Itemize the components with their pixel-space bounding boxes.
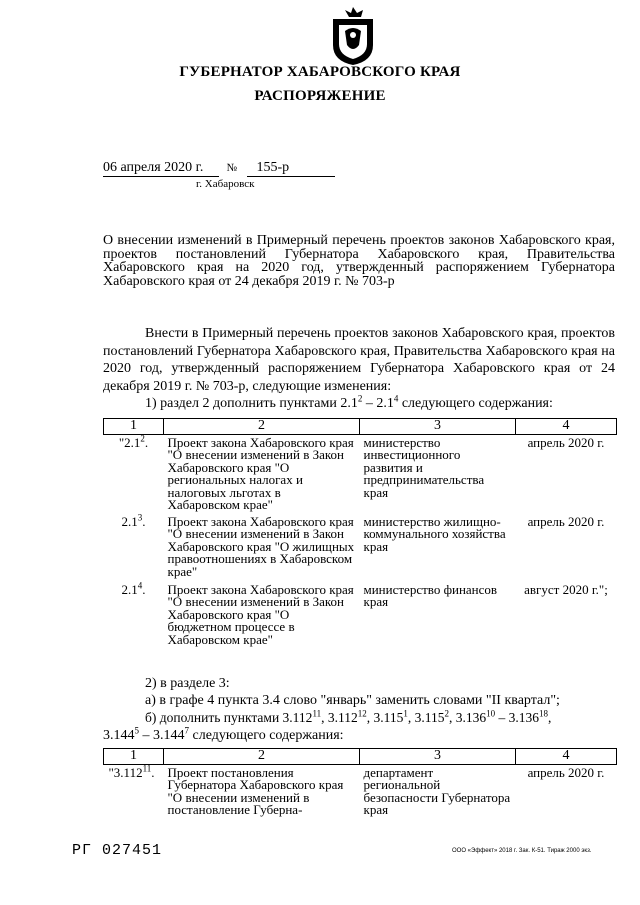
table-row: $2.1^3$. Проект закона Хабаровского края "О внесении изменений в Закон Хабаровского края "О жилищных правоотношениях в Хабаровском крае" министерство жилищно-коммунального хозяйства края апрель 2020 г.	[121, 512, 605, 579]
item-2: 2) в разделе 3:	[145, 676, 230, 691]
table-1-header: 1 2 3 4	[104, 419, 617, 435]
item-2b: б) дополнить пунктами 3.112$^{11}$, 3.112$^{12}$, 3.115$^1$, 3.115$^2$, 3.136$^{10}$ – 3.136$^{18}$,	[145, 708, 552, 725]
printer-info: ООО «Эффект» 2018 г. Зак. К-51. Тираж 2000 экз.	[452, 848, 592, 854]
coat-of-arms-emblem	[327, 5, 379, 67]
table-row: $2.1^4$. Проект закона Хабаровского края "О внесении изменений в Закон Хабаровского края "О бюджетном процессе в Хабаровском крае" министерство финансов края август 2020 г.";	[121, 580, 608, 647]
table-1	[103, 418, 617, 648]
table-2	[103, 748, 617, 819]
document-date: 06 апреля 2020 г.	[103, 160, 219, 177]
item-2b-continued: 3.144$^5$ – 3.144$^7$ следующего содержания:	[103, 725, 344, 743]
table-row: "$2.1^2$. Проект закона Хабаровского края "О внесении изменений в Закон Хабаровского края "О региональных налогах и налоговых льготах в Хабаровском крае" министерство инвестиционного развития и предпринимательства края апрель 2020 г.	[118, 433, 605, 512]
document-type: РАСПОРЯЖЕНИЕ	[254, 88, 386, 104]
item-1: 1) раздел 2 дополнить пунктами $2.1^2 - 2.1^4$ следующего содержания:	[145, 393, 553, 411]
intro-paragraph: Внести в Примерный перечень проектов законов Хабаровского края, проектов постановлений Губернатора Хабаровского края, Правительства Хабаровского края на 2020 год, утвержденный распоряжением Губернатора Хабаровского края от 24 декабря 2019 г. № 703-р, следующие изменения:	[103, 326, 615, 394]
table-row: "3.112$^{11}$. Проект постановления Губернатора Хабаровского края "О внесении изменений в постановление Губерна- департамент региональной безопасности Губернатора края апрель 2020 г.	[108, 763, 605, 817]
serial-number: РГ 027451	[72, 842, 163, 859]
document-title: ГУБЕРНАТОР ХАБАРОВСКОГО КРАЯ	[179, 64, 461, 80]
table-2-header: 1 2 3 4	[104, 749, 617, 765]
item-2a: а) в графе 4 пункта 3.4 слово "январь" заменить словами "II квартал";	[145, 693, 560, 708]
document-number: 155-р	[247, 160, 335, 177]
number-label: №	[226, 162, 237, 174]
city: г. Хабаровск	[196, 178, 255, 190]
subject: О внесении изменений в Примерный перечень проектов законов Хабаровского края, проектов постановлений Губернатора Хабаровского края, Правительства Хабаровского края на 2020 год, утвержденный распоряжением Губернатора Хабаровского края от 24 декабря 2019 г. № 703-р	[103, 233, 615, 289]
date-number-line	[103, 160, 335, 177]
